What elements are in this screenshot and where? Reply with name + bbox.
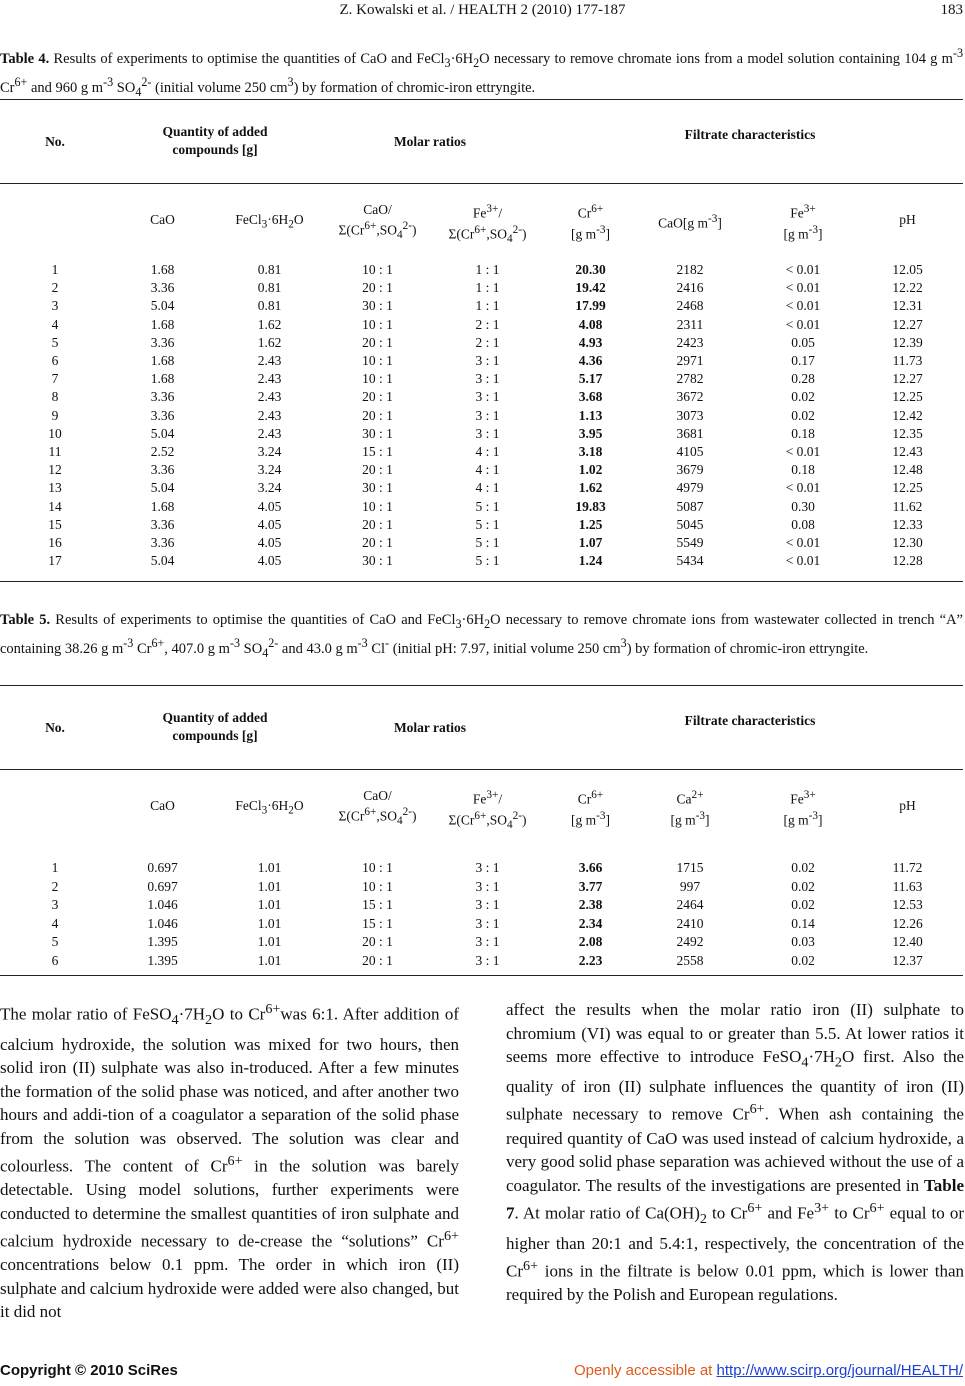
table-cell: 0.18 [791, 462, 815, 478]
table4-header-no: No. [45, 134, 65, 149]
table4-subheader: CaO[g $m^{-3}$] [658, 213, 722, 231]
table-cell: 12.25 [892, 389, 923, 405]
table5-mid-rule [0, 769, 963, 770]
table-cell: 3 : 1 [475, 897, 500, 913]
table-cell: 17 [48, 553, 62, 569]
table-cell: 2.43 [257, 353, 282, 368]
table4-subheader: $Cr^{6+}$ [g $m^{-3}$] [571, 203, 610, 241]
table-cell: 12.05 [892, 262, 923, 277]
page-footer [0, 1362, 965, 1384]
table-cell: 2.34 [578, 915, 603, 931]
table-cell: 1.25 [578, 516, 603, 532]
table-cell: 4.05 [257, 553, 282, 569]
table-cell: 12.53 [892, 897, 923, 913]
table-row [0, 499, 963, 517]
table-cell: 5045 [676, 516, 704, 532]
table-cell: 2468 [676, 298, 704, 314]
table-cell: 3 : 1 [475, 953, 500, 968]
table-cell: 1.62 [578, 480, 603, 496]
table-cell: 3.24 [257, 480, 282, 496]
running-head [0, 2, 965, 22]
table-cell: 3.36 [150, 535, 175, 550]
table-cell: 3.36 [150, 389, 175, 405]
table-row [0, 389, 963, 407]
table-cell: 5434 [676, 553, 704, 569]
table-cell: 1.395 [147, 953, 178, 968]
copyright: Copyright © 2010 SciRes [0, 1362, 178, 1379]
table-cell: 8 [51, 389, 59, 405]
table-cell: 1.24 [578, 553, 603, 569]
table-cell: < 0.01 [785, 298, 821, 314]
running-title: Z. Kowalski et al. / HEALTH 2 (2010) 177-187 [339, 2, 626, 18]
table-cell: 2 [51, 878, 59, 894]
table-cell: 0.81 [257, 298, 282, 314]
table4-label: Table 4. [0, 50, 50, 67]
table-cell: 1 [51, 262, 59, 277]
table-cell: 5 : 1 [475, 535, 500, 550]
table-cell: 3.36 [150, 334, 175, 350]
table-cell: 20 : 1 [362, 334, 393, 350]
table-cell: 0.81 [257, 280, 282, 296]
table-cell: 20 : 1 [362, 280, 393, 296]
table-cell: 3 : 1 [475, 934, 500, 950]
table4-caption-text: Results of experiments to optimise the quantities of CaO and $FeCl_3\cdot 6H_2O$ necessary to remove chromate ions from a model solution containing 104 g $m^{-3}$ $Cr^{6+}$ and 960 g $m^{-3}$ $SO_4^{2-}$ (initial volume 250 $cm^3$) by formation of chromic-iron ettryngite. [0, 46, 963, 99]
table-cell: 12.28 [892, 553, 923, 569]
table5-subheader: $Cr^{6+}$ [g $m^{-3}$] [571, 789, 610, 827]
table-cell: 12.42 [892, 407, 923, 423]
table5-bottom-rule [0, 975, 963, 976]
table-cell: 3.36 [150, 407, 175, 423]
table-cell: < 0.01 [785, 480, 821, 496]
table-cell: 2423 [676, 334, 704, 350]
table-cell: 1.01 [257, 915, 282, 931]
table-cell: 3.36 [150, 280, 175, 296]
table-cell: 0.18 [791, 425, 815, 441]
table-cell: 14 [48, 498, 62, 514]
table-row [0, 408, 963, 426]
table-cell: 3.18 [578, 444, 603, 459]
table-cell: < 0.01 [785, 280, 821, 296]
table-cell: 1.01 [257, 860, 282, 875]
table-cell: 0.697 [147, 878, 178, 894]
table5-subheader: CaO [150, 798, 175, 813]
table-cell: 3679 [676, 462, 704, 478]
table-cell: 12.48 [892, 462, 923, 478]
table-row [0, 916, 963, 934]
table-cell: 0.81 [257, 262, 282, 277]
table-cell: 15 [48, 516, 62, 532]
table4-subheader: $FeCl_3\cdot 6H_2O$ [235, 212, 304, 231]
table-cell: 3.36 [150, 516, 175, 532]
table-cell: 20 : 1 [362, 516, 393, 532]
table-cell: 4 : 1 [475, 444, 500, 459]
table-cell: 12.33 [892, 516, 923, 532]
table-cell: 3672 [676, 389, 704, 405]
table-cell: 4.36 [578, 353, 603, 368]
table4-subheader: CaO [150, 212, 175, 227]
table-cell: 12.39 [892, 334, 923, 350]
table-cell: 10 : 1 [362, 262, 393, 277]
table-cell: 4.05 [257, 516, 282, 532]
table-cell: 5 : 1 [475, 516, 500, 532]
table-cell: 11.73 [892, 353, 923, 368]
table-cell: < 0.01 [785, 262, 821, 277]
table-cell: 19.83 [575, 498, 606, 514]
table-cell: 5 : 1 [475, 553, 500, 569]
table-cell: 5 : 1 [475, 498, 500, 514]
table-cell: 12.43 [892, 444, 923, 459]
table-cell: 4.93 [578, 334, 603, 350]
table-cell: 2.38 [578, 897, 603, 913]
table4-subheader: $Fe^{3+}/$ $\Sigma(Cr^{6+},SO_4^{2-})$ [448, 203, 527, 245]
table-cell: 30 : 1 [362, 298, 393, 314]
table5-subheader: $Fe^{3+}$ [g $m^{-3}$] [783, 789, 823, 827]
table-cell: 3073 [676, 407, 704, 423]
table-cell: 1.62 [257, 316, 282, 332]
table-cell: 0.03 [791, 934, 815, 950]
table5-subheader: pH [899, 798, 916, 813]
table-cell: 12 [48, 462, 62, 478]
table-cell: 10 [48, 425, 62, 441]
table-row [0, 897, 963, 915]
table-cell: 0.02 [791, 897, 815, 913]
table-cell: 11.63 [892, 878, 923, 894]
table-cell: 11 [48, 444, 62, 459]
table4-mid-rule [0, 183, 963, 184]
table-row [0, 317, 963, 335]
table-cell: 12.40 [892, 934, 923, 950]
table4-header-filtrate: Filtrate characteristics [684, 127, 816, 142]
table-cell: 12.37 [892, 953, 923, 968]
table-cell: 3.24 [257, 444, 282, 459]
table-cell: 2.08 [578, 934, 603, 950]
table-cell: 3.77 [578, 878, 603, 894]
table-cell: 2558 [676, 953, 704, 968]
table-cell: 0.02 [791, 407, 815, 423]
table5-header-molar: Molar ratios [393, 720, 467, 735]
table-cell: 0.02 [791, 878, 815, 894]
table-cell: 11.72 [892, 860, 923, 875]
table-cell: 30 : 1 [362, 553, 393, 569]
table-cell: 3.36 [150, 462, 175, 478]
table-cell: 1.046 [147, 915, 178, 931]
table-cell: 3 [51, 897, 59, 913]
table-cell: 30 : 1 [362, 425, 393, 441]
table-cell: 20 : 1 [362, 535, 393, 550]
table-cell: 1 : 1 [475, 298, 500, 314]
table-cell: 12.25 [892, 480, 923, 496]
table-cell: 4 [51, 316, 59, 332]
table-row [0, 860, 963, 878]
table-cell: 0.02 [791, 389, 815, 405]
table4-bottom-rule [0, 581, 963, 582]
table-cell: 0.697 [147, 860, 178, 875]
table-row [0, 934, 963, 952]
body-left-paragraph: The molar ratio of $FeSO_4\cdot 7H_2O$ to $Cr^{6+}was$ 6:1. After addition of calcium hydroxide, the solution was mixed for two hours, then solid iron (II) sulphate was also in-troduced. After a few minutes the formation of the solid phase was noticed, and after another two hours and addi-tion of a coagulator a separation of the solid phase from the solution was observed. The solution was clear and colourless. The content of $Cr^{6+}$ in the solution was barely detectable. Using model solutions, further experiments were conducted to determine the smallest quantities of iron sulphate and calcium hydroxide necessary to de-crease the “solutions” $Cr^{6+}$ concentrations below 0.1 ppm. The order in which iron (II) sulphate and calcium hydroxide were added were also changed, but it did not [0, 1001, 459, 1322]
table-cell: 12.27 [892, 371, 923, 387]
table-cell: 15 : 1 [362, 915, 393, 931]
table-cell: 12.35 [892, 425, 923, 441]
table5-header-filtrate: Filtrate characteristics [684, 713, 816, 728]
table-cell: 1.13 [578, 407, 603, 423]
table-cell: 0.14 [791, 915, 815, 931]
table-cell: 19.42 [575, 280, 606, 296]
table4-caption [0, 44, 963, 101]
table-cell: 2.52 [150, 444, 175, 459]
table-cell: 2.43 [257, 371, 282, 387]
table-cell: 3 : 1 [475, 425, 500, 441]
table5-header-qty: Quantity of added compounds [g] [162, 710, 268, 743]
table-cell: 20 : 1 [362, 407, 393, 423]
table-cell: 17.99 [575, 298, 606, 314]
table-cell: 5 [51, 334, 59, 350]
table-cell: 0.05 [791, 334, 815, 350]
table4-subheader: $Fe^{3+}$ [g $m^{-3}$] [783, 203, 823, 241]
table-cell: 1.02 [578, 462, 603, 478]
body-right-paragraph: affect the results when the molar ratio iron (II) sulphate to chromium (VI) was equal to or greater than 5.5. At lower ratios it seems more effective to introduce $FeSO_4\cdot 7H_2O$ first. Also the quality of iron (II) sulphate influences the quantity of iron (II) sulphate necessary to remove $Cr^{6+}$. When ash containing the required quantity of CaO was used instead of calcium hydroxide, a very good solid phase separation was achieved without the use of a coagulator. The results of the investigations are presented in Table 7. At molar ratio of $Ca(OH)_2$ to $Cr^{6+}$ and $Fe^{3+}$ to $Cr^{6+}$ equal to or higher than 20:1 and 5.4:1, respectively, the concentration of the $Cr^{6+}$ ions in the filtrate is below 0.01 ppm, which is lower than required by the Polish and European regulations. [506, 1000, 964, 1305]
table-row [0, 280, 963, 298]
table-cell: 0.28 [791, 371, 815, 387]
table-cell: 12.22 [892, 280, 923, 296]
table-cell: 6 [51, 353, 59, 368]
table-row [0, 444, 963, 462]
table-cell: 3.66 [578, 860, 603, 875]
table-cell: 0.30 [791, 498, 815, 514]
table-cell: 3 : 1 [475, 878, 500, 894]
table-cell: 2 [51, 280, 59, 296]
table-cell: < 0.01 [785, 535, 821, 550]
table-cell: 1.07 [578, 535, 603, 550]
table-row [0, 879, 963, 897]
table-cell: 2464 [676, 897, 704, 913]
table-cell: 4.05 [257, 535, 282, 550]
table-row [0, 480, 963, 498]
table-cell: 20 : 1 [362, 462, 393, 478]
page-number: 183 [940, 2, 963, 18]
table-cell: 20 : 1 [362, 934, 393, 950]
table-cell: 2 : 1 [475, 334, 500, 350]
table-cell: 6 [51, 953, 59, 968]
table-cell: 20.30 [575, 262, 606, 277]
table-cell: 5087 [676, 498, 704, 514]
table-row [0, 353, 963, 371]
table-cell: 12.31 [892, 298, 923, 314]
table-cell: 5 [51, 934, 59, 950]
table-cell: 2182 [676, 262, 704, 277]
table-row [0, 298, 963, 316]
table-cell: 11.62 [892, 498, 923, 514]
table-cell: 1.01 [257, 878, 282, 894]
table5-header-no: No. [45, 720, 65, 735]
table-cell: 10 : 1 [362, 316, 393, 332]
table-cell: 4979 [676, 480, 704, 496]
table-row [0, 462, 963, 480]
table-cell: 3.95 [578, 425, 603, 441]
table-row [0, 335, 963, 353]
table-cell: 3.24 [257, 462, 282, 478]
table4-top-rule [0, 99, 963, 100]
table-cell: 2410 [676, 915, 704, 931]
table-cell: 3681 [676, 425, 704, 441]
table-cell: 1 [51, 860, 59, 875]
table-row [0, 426, 963, 444]
table-cell: 0.02 [791, 860, 815, 875]
table-row [0, 517, 963, 535]
open-access-notice [574, 1362, 963, 1379]
table-cell: 2.43 [257, 425, 282, 441]
table4-header-molar: Molar ratios [393, 134, 467, 149]
table5-top-rule [0, 685, 963, 686]
table-cell: 1.68 [150, 262, 175, 277]
table-cell: 2782 [676, 371, 704, 387]
table-cell: 2492 [676, 934, 704, 950]
table-cell: 1.046 [147, 897, 178, 913]
table-cell: 1.68 [150, 353, 175, 368]
table-cell: 16 [48, 535, 62, 550]
table-cell: 4 : 1 [475, 462, 500, 478]
table-cell: 12.26 [892, 915, 923, 931]
table-cell: 1.62 [257, 334, 282, 350]
table-cell: 7 [51, 371, 59, 387]
body-column-right [506, 998, 964, 1307]
table-cell: 15 : 1 [362, 444, 393, 459]
table-cell: 0.08 [791, 516, 815, 532]
journal-link[interactable]: http://www.scirp.org/journal/HEALTH/ [716, 1362, 963, 1379]
table-cell: < 0.01 [785, 444, 821, 459]
table-cell: 3.68 [578, 389, 603, 405]
table5-caption [0, 611, 963, 663]
table-cell: 13 [48, 480, 62, 496]
table4-subheader: pH [899, 212, 916, 227]
table5-subheader: $Fe^{3+}/$ $\Sigma(Cr^{6+},SO_4^{2-})$ [448, 789, 527, 831]
table-cell: 5.17 [578, 371, 603, 387]
table-cell: 5.04 [150, 425, 175, 441]
table-cell: 4.08 [578, 316, 603, 332]
table-cell: 3 : 1 [475, 860, 500, 875]
table-cell: 1.01 [257, 897, 282, 913]
body-column-left [0, 998, 459, 1324]
table-row [0, 262, 963, 280]
table-cell: 5.04 [150, 480, 175, 496]
table-cell: 3 : 1 [475, 915, 500, 931]
table-cell: 4 [51, 915, 59, 931]
table-cell: 10 : 1 [362, 860, 393, 875]
table-cell: 1.68 [150, 371, 175, 387]
table-cell: 1 : 1 [475, 280, 500, 296]
table-cell: 2.43 [257, 389, 282, 405]
table-cell: 3 : 1 [475, 389, 500, 405]
table5-subheader: CaO/ $\Sigma(Cr^{6+},SO_4^{2-})$ [338, 788, 417, 828]
table-cell: 3 : 1 [475, 353, 500, 368]
table-cell: 3 [51, 298, 59, 314]
table-cell: 1.68 [150, 316, 175, 332]
table-cell: 2971 [676, 353, 704, 368]
table-cell: 4 : 1 [475, 480, 500, 496]
table-cell: 2 : 1 [475, 316, 500, 332]
table4-header-qty: Quantity of added compounds [g] [162, 124, 268, 157]
table-cell: 1.01 [257, 953, 282, 968]
table-cell: 5549 [676, 535, 704, 550]
table-cell: 10 : 1 [362, 353, 393, 368]
table-cell: 10 : 1 [362, 498, 393, 514]
table-cell: 1 : 1 [475, 262, 500, 277]
table-cell: 0.17 [791, 353, 815, 368]
table-cell: 20 : 1 [362, 389, 393, 405]
table-cell: 1.68 [150, 498, 175, 514]
table-cell: 10 : 1 [362, 878, 393, 894]
table-cell: 10 : 1 [362, 371, 393, 387]
table-cell: 12.27 [892, 316, 923, 332]
table-cell: 30 : 1 [362, 480, 393, 496]
table-cell: 4.05 [257, 498, 282, 514]
table-cell: 2311 [676, 316, 704, 332]
table-cell: 9 [51, 407, 59, 423]
table-cell: 1715 [676, 860, 704, 875]
table-cell: 997 [679, 878, 701, 894]
table-cell: 0.02 [791, 953, 815, 968]
table5-subheader: $Ca^{2+}$ [g $m^{-3}$] [670, 789, 710, 827]
table-cell: 1.01 [257, 934, 282, 950]
table-cell: 2.23 [578, 953, 603, 968]
table-row [0, 953, 963, 971]
table5-caption-text: Results of experiments to optimise the quantities of CaO and $FeCl_3\cdot 6H_2O$ necessary to remove chromate ions from wastewater collected in trench “A” containing 38.26 g $m^{-3}$ $Cr^{6+}$, 407.0 g $m^{-3}$ $SO_4^{2-}$ and 43.0 g $m^{-3}$ Cl- (initial pH: 7.97, initial volume 250 $cm^3$) by formation of chromic-iron ettryngite. [0, 612, 963, 660]
table-cell: 3 : 1 [475, 407, 500, 423]
table-row [0, 371, 963, 389]
table-cell: 2.43 [257, 407, 282, 423]
table-cell: 15 : 1 [362, 897, 393, 913]
table-cell: < 0.01 [785, 316, 821, 332]
table-row [0, 535, 963, 553]
table5-label: Table 5. [0, 612, 51, 628]
table-cell: 20 : 1 [362, 953, 393, 968]
open-access-prefix: Openly accessible at [573, 1362, 717, 1379]
table-cell: 12.30 [892, 535, 923, 550]
table4-subheader: CaO/ $\Sigma(Cr^{6+},SO_4^{2-})$ [338, 202, 417, 242]
table-row [0, 553, 963, 571]
table-cell: 1.395 [147, 934, 178, 950]
table-cell: 4105 [676, 444, 704, 459]
table-cell: < 0.01 [785, 553, 821, 569]
table5-subheader: $FeCl_3\cdot 6H_2O$ [235, 798, 304, 817]
table-cell: 2416 [676, 280, 704, 296]
table-cell: 5.04 [150, 298, 175, 314]
table-cell: 3 : 1 [475, 371, 500, 387]
table-cell: 5.04 [150, 553, 175, 569]
